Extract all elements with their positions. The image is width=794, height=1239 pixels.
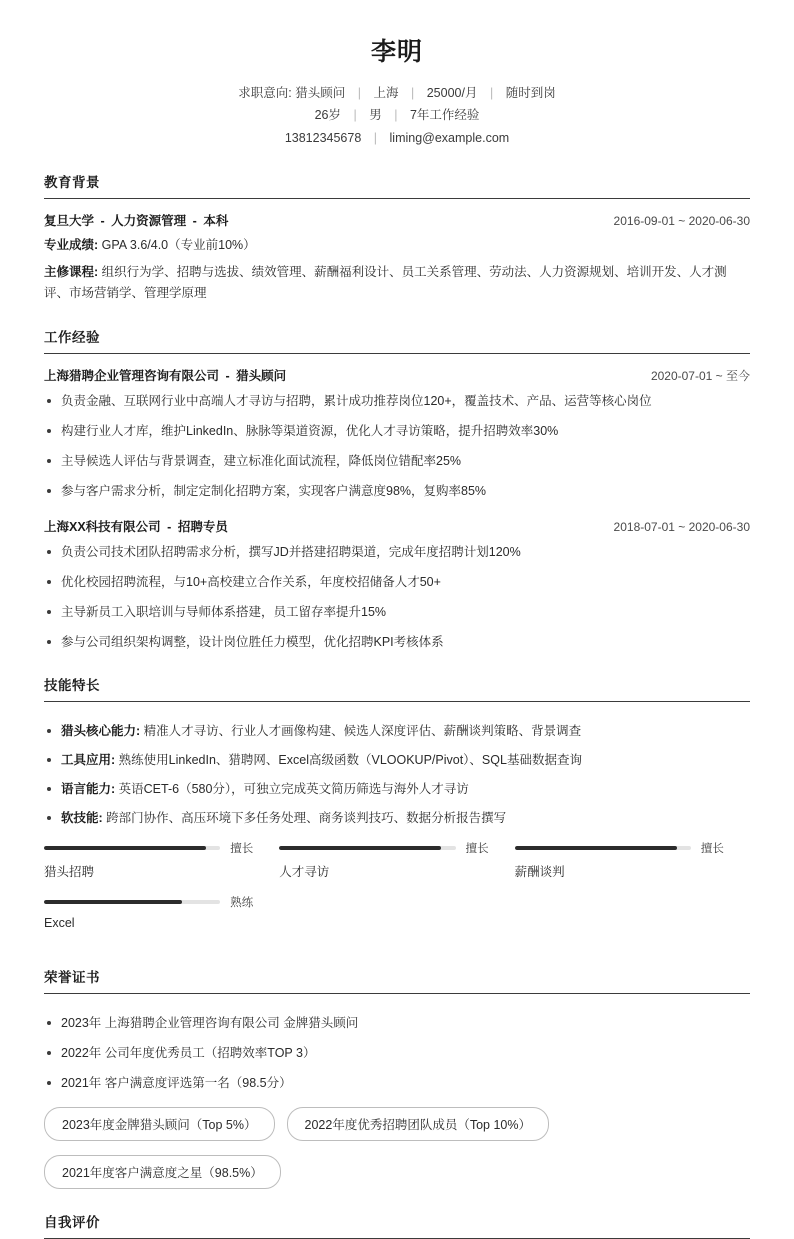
section-honors [44,966,750,1189]
skill-bar-level: 擅长 [465,843,489,855]
list-item: 负责公司技术团队招聘需求分析，撰写JD并搭建招聘渠道，完成年度招聘计划120% [44,543,750,562]
page-title: 李明 [370,38,423,66]
age: 26岁 [314,108,341,122]
skill-label: 语言能力: [61,782,116,796]
education-gpa-label: 专业成绩: [44,238,99,252]
honor-tags [44,1107,750,1141]
contact-line [44,127,750,149]
education-gpa [44,235,750,256]
skill-bar-fill [44,846,206,850]
skill-bar-track [515,846,691,850]
divider: | [373,131,378,145]
work-years: 7年工作经验 [409,108,480,122]
list-item: 2021年 客户满意度评选第一名（98.5分） [44,1074,750,1093]
list-item: 构建行业人才库，维护LinkedIn、脉脉等渠道资源，优化人才寻访策略，提升招聘效率30% [44,422,750,441]
education-major: 人力资源管理 [111,214,187,228]
education-date: 2016-09-01 ~ 2020-06-30 [613,214,750,228]
section-education [44,171,750,304]
education-gpa-value: GPA 3.6/4.0（专业前10%） [101,238,256,252]
list-item: 优化校园招聘流程，与10+高校建立合作关系，年度校招储备人才50+ [44,573,750,592]
skill-label: 工具应用: [61,753,116,767]
job-intent-city: 上海 [373,86,399,100]
status-badge: 2021年度客户满意度之星（98.5%） [44,1155,281,1189]
skill-value: 英语CET-6（580分），可独立完成英文简历筛选与海外人才寻访 [118,782,469,796]
education-courses-label: 主修课程: [44,265,99,279]
job-intent-label: 求职意向: [238,86,292,100]
skill-value: 精准人才寻访、行业人才画像构建、候选人深度评估、薪酬谈判策略、背景调查 [143,724,582,738]
section-summary [44,1211,750,1239]
honors-list [44,1014,750,1093]
list-item: 主导候选人评估与背景调查，建立标准化面试流程，降低岗位错配率25% [44,452,750,471]
skill-bar-level: 熟练 [230,897,254,909]
section-title-honors: 荣誉证书 [44,966,750,994]
education-school: 复旦大学 [44,214,95,228]
divider: | [411,86,415,100]
skill-bar-fill [44,900,182,904]
experience-date: 2020-07-01 ~ 至今 [650,369,750,383]
section-skills [44,674,750,944]
skill-bar-fill [279,846,441,850]
skills-list [44,722,750,828]
job-intent-line [44,82,750,104]
skill-bar-name: 猎头招聘 [44,865,95,879]
divider: - [225,369,230,383]
list-item: 2023年 上海猎聘企业管理咨询有限公司 金牌猎头顾问 [44,1014,750,1033]
skill-bar-item [44,840,279,880]
experience-points [44,543,750,652]
gender: 男 [369,108,382,122]
skill-label: 猎头核心能力: [61,724,141,738]
skill-bar-item [279,840,514,880]
resume-header [44,32,750,149]
status-badge: 2022年度优秀招聘团队成员（Top 10%） [287,1107,549,1141]
list-item: 2022年 公司年度优秀员工（招聘效率TOP 3） [44,1044,750,1063]
job-intent-salary: 25000/月 [426,86,478,100]
experience-role: 猎头顾问 [236,369,287,383]
skill-bar-item [44,894,279,930]
skill-bar-name: Excel [44,916,75,930]
list-item: 主导新员工入职培训与导师体系搭建，员工留存率提升15% [44,603,750,622]
education-courses [44,262,750,304]
experience-company: 上海猎聘企业管理咨询有限公司 [44,369,220,383]
job-intent-position: 猎头顾问 [295,86,346,100]
education-courses-value: 组织行为学、招聘与选拔、绩效管理、薪酬福利设计、员工关系管理、劳动法、人力资源规划、培训开发、人才测评、市场营销学、管理学原理 [44,265,727,300]
divider: | [353,108,357,122]
skill-bar-level: 擅长 [230,843,254,855]
skill-bar-track [44,846,220,850]
skill-bar-name: 薪酬谈判 [514,865,565,879]
phone-number: 13812345678 [284,131,362,145]
education-degree: 本科 [203,214,229,228]
skill-bar-name: 人才寻访 [279,865,330,879]
job-intent-availability: 随时到岗 [505,86,556,100]
section-title-experience: 工作经验 [44,326,750,354]
divider: | [489,86,494,100]
divider: - [192,214,197,228]
skill-bars [44,840,750,944]
experience-entry [44,366,750,501]
skill-bar-track [279,846,455,850]
list-item: 参与公司组织架构调整，设计岗位胜任力模型，优化招聘KPI考核体系 [44,633,750,652]
divider: - [100,214,105,228]
section-title-summary: 自我评价 [44,1211,750,1239]
skill-bar-fill [515,846,677,850]
section-title-education: 教育背景 [44,171,750,199]
experience-role: 招聘专员 [177,520,228,534]
experience-date: 2018-07-01 ~ 2020-06-30 [613,520,750,534]
divider: - [167,520,172,534]
section-experience [44,326,750,652]
skill-label: 软技能: [61,811,103,825]
status-badge: 2023年度金牌猎头顾问（Top 5%） [44,1107,275,1141]
skill-value: 熟练使用LinkedIn、猎聘网、Excel高级函数（VLOOKUP/Pivot）、SQL基础数据查询 [118,753,582,767]
personal-info-line [44,104,750,126]
list-item [44,722,750,741]
list-item: 负责金融、互联网行业中高端人才寻访与招聘，累计成功推荐岗位120+，覆盖技术、产品、运营等核心岗位 [44,392,750,411]
experience-company: 上海XX科技有限公司 [44,520,161,534]
skill-bar-track [44,900,220,904]
honor-tags-second-row [44,1155,750,1189]
education-entry [44,211,750,304]
skill-bar-item [515,840,750,880]
skill-bar-level: 擅长 [700,843,724,855]
list-item [44,809,750,828]
list-item [44,780,750,799]
experience-points [44,392,750,501]
divider: | [357,86,362,100]
divider: | [394,108,398,122]
list-item [44,751,750,770]
email-address: liming@example.com [389,131,510,145]
experience-entry [44,517,750,652]
section-title-skills: 技能特长 [44,674,750,702]
skill-value: 跨部门协作、高压环境下多任务处理、商务谈判技巧、数据分析报告撰写 [106,811,507,825]
list-item: 参与客户需求分析，制定定制化招聘方案，实现客户满意度98%，复购率85% [44,482,750,501]
